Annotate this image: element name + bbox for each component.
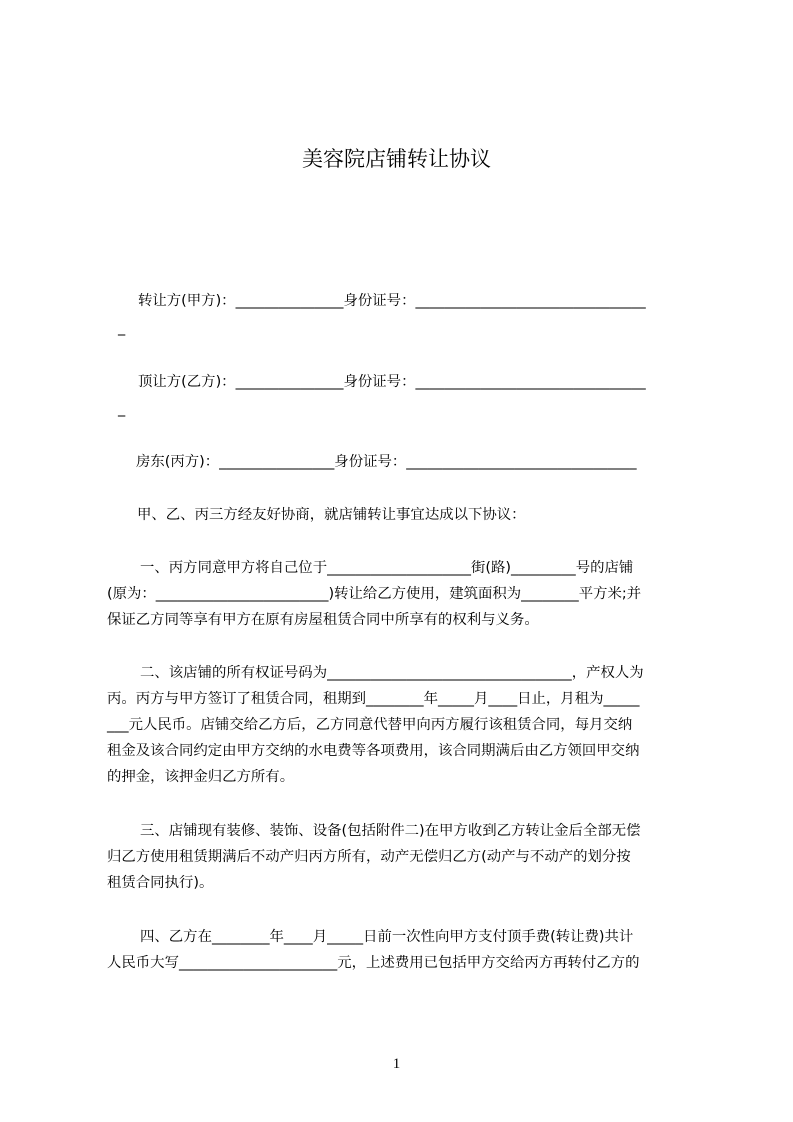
clause4-line2: 人民币大写______________________元，上述费用已包括甲方交给丙方再转付乙方的 <box>107 955 640 971</box>
transferee-wrap: _ <box>118 401 126 417</box>
clause2-line1: 二、该店铺的所有权证号码为__________________________________，产权人为 <box>140 665 644 681</box>
clause2-line5: 的押金，该押金归乙方所有。 <box>107 769 295 785</box>
landlord-line: 房东(丙方)：________________身份证号：________________________________ <box>136 454 637 470</box>
clause3-line1: 三、店铺现有装修、装饰、设备(包括附件二)在甲方收到乙方转让金后全部无偿 <box>140 823 641 839</box>
intro-paragraph: 甲、乙、丙三方经友好协商，就店铺转让事宜达成以下协议： <box>137 507 526 523</box>
clause2-line3: ___元人民币。店铺交给乙方后，乙方同意代替甲向丙方履行该租赁合同，每月交纳 <box>107 717 633 733</box>
document-title: 美容院店铺转让协议 <box>302 147 491 171</box>
page-number: 1 <box>392 1056 401 1072</box>
transferor-wrap: _ <box>118 320 126 336</box>
clause3-line2: 归乙方使用租赁期满后不动产归丙方所有，动产无偿归乙方(动产与不动产的划分按 <box>107 849 631 865</box>
clause2-line2: 丙。丙方与甲方签订了租赁合同，租期到________年_____月____日止，月租为_____ <box>107 691 640 707</box>
clause1-line2: (原为：________________________)转让给乙方使用，建筑面积为________平方米;并 <box>107 586 642 602</box>
clause2-line4: 租金及该合同约定由甲方交纳的水电费等各项费用，该合同期满后由乙方领回甲交纳 <box>107 743 640 759</box>
clause1-line3: 保证乙方同等享有甲方在原有房屋租赁合同中所享有的权利与义务。 <box>107 612 539 628</box>
clause3-line3: 租赁合同执行)。 <box>107 875 214 891</box>
clause1-line1: 一、丙方同意甲方将自己位于____________________街(路)_________号的店铺 <box>140 560 634 576</box>
transferee-line: 顶让方(乙方)：_______________身份证号：________________________________ <box>138 374 646 390</box>
transferor-line: 转让方(甲方)：_______________身份证号：________________________________ <box>138 293 646 309</box>
clause4-line1: 四、乙方在________年____月_____日前一次性向甲方支付顶手费(转让费)共计 <box>140 929 634 945</box>
